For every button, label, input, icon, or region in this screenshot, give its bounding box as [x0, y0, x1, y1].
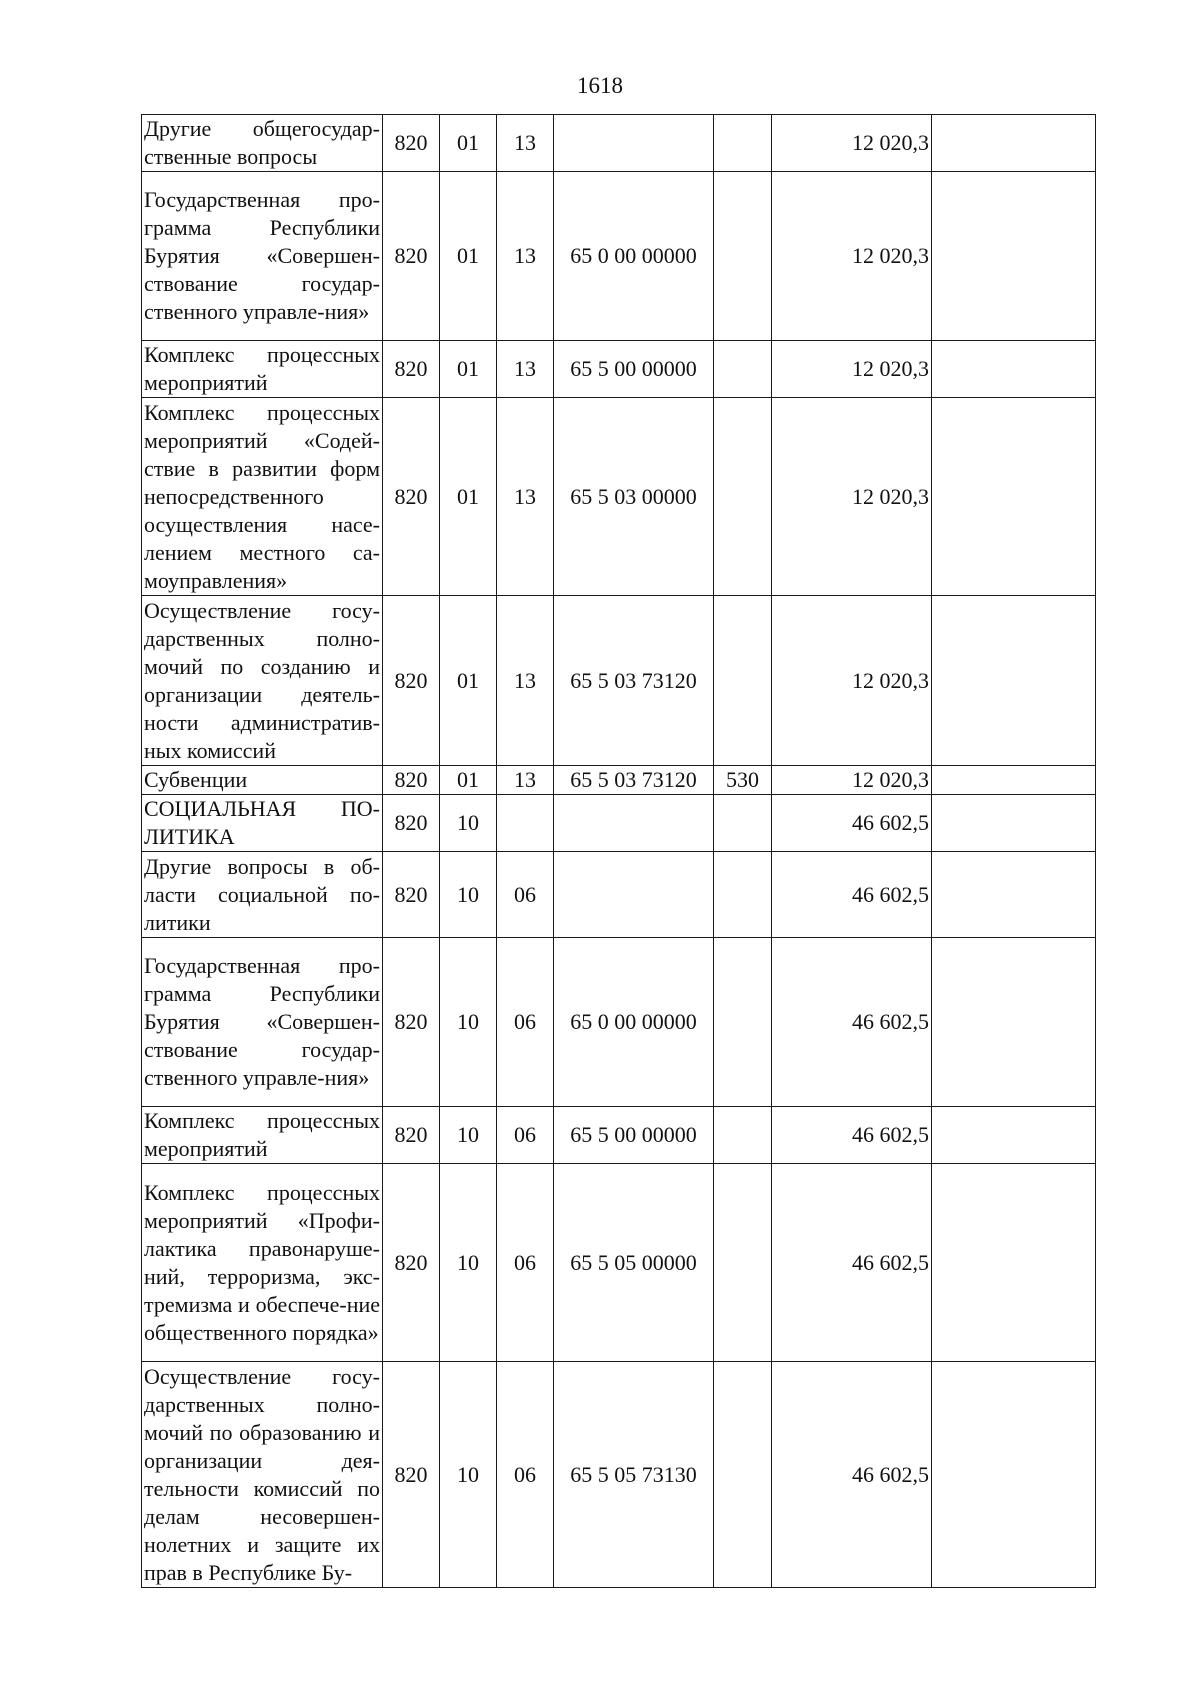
subsection-code-cell: 06: [497, 1362, 554, 1588]
section-code-cell: 01: [440, 341, 497, 398]
amount-cell: 12 020,3: [772, 172, 932, 341]
item-name-cell: Комплекс процессных мероприятий «Содей-ствие в развитии форм непосредственного осуществления насе-лением местного са-моуправления»: [142, 398, 383, 596]
item-name-cell: Государственная про-грамма Республики Бурятия «Совершен-ствование государ-ственного управле-ния»: [142, 172, 383, 341]
administrator-code-cell: 820: [383, 172, 440, 341]
extra-cell: [932, 398, 1096, 596]
extra-cell: [932, 852, 1096, 938]
item-name-cell: Комплекс процессных мероприятий «Профи-лактика правонаруше-ний, терроризма, экс-тремизма и обеспече-ние общественного порядка»: [142, 1164, 383, 1362]
target-article-cell: [554, 852, 714, 938]
target-article-cell: 65 5 05 73130: [554, 1362, 714, 1588]
administrator-code-cell: 820: [383, 341, 440, 398]
table-body: [142, 115, 1096, 1588]
item-name-cell: Другие вопросы в об-ласти социальной по-литики: [142, 852, 383, 938]
expense-type-cell: [714, 938, 772, 1107]
section-code-cell: 10: [440, 1362, 497, 1588]
amount-cell: 46 602,5: [772, 1107, 932, 1164]
extra-cell: [932, 172, 1096, 341]
table-row: [142, 596, 1096, 766]
target-article-cell: [554, 115, 714, 172]
administrator-code-cell: 820: [383, 1362, 440, 1588]
table-row: [142, 1164, 1096, 1362]
table-row: [142, 172, 1096, 341]
table-row: [142, 1362, 1096, 1588]
expense-type-cell: 530: [714, 766, 772, 795]
section-code-cell: 01: [440, 115, 497, 172]
budget-table: [141, 114, 1096, 1588]
extra-cell: [932, 1107, 1096, 1164]
table-row: [142, 852, 1096, 938]
item-name-cell: Осуществление госу-дарственных полно-мочий по образованию и организации дея-тельности комиссий по делам несовершен-нолетних и защите их прав в Республике Бу-: [142, 1362, 383, 1588]
amount-cell: 12 020,3: [772, 596, 932, 766]
extra-cell: [932, 115, 1096, 172]
administrator-code-cell: 820: [383, 115, 440, 172]
expense-type-cell: [714, 1362, 772, 1588]
table-row: [142, 795, 1096, 852]
administrator-code-cell: 820: [383, 795, 440, 852]
item-name-cell: Государственная про-грамма Республики Бурятия «Совершен-ствование государ-ственного управле-ния»: [142, 938, 383, 1107]
expense-type-cell: [714, 1107, 772, 1164]
extra-cell: [932, 766, 1096, 795]
administrator-code-cell: 820: [383, 766, 440, 795]
target-article-cell: 65 0 00 00000: [554, 172, 714, 341]
expense-type-cell: [714, 172, 772, 341]
subsection-code-cell: 06: [497, 1164, 554, 1362]
item-name-cell: Субвенции: [142, 766, 383, 795]
section-code-cell: 01: [440, 766, 497, 795]
extra-cell: [932, 1362, 1096, 1588]
section-code-cell: 10: [440, 1107, 497, 1164]
target-article-cell: 65 5 03 73120: [554, 596, 714, 766]
extra-cell: [932, 596, 1096, 766]
table-row: [142, 398, 1096, 596]
administrator-code-cell: 820: [383, 1164, 440, 1362]
section-code-cell: 10: [440, 795, 497, 852]
expense-type-cell: [714, 1164, 772, 1362]
administrator-code-cell: 820: [383, 852, 440, 938]
table-row: [142, 115, 1096, 172]
expense-type-cell: [714, 596, 772, 766]
administrator-code-cell: 820: [383, 398, 440, 596]
subsection-code-cell: [497, 795, 554, 852]
table-row: [142, 766, 1096, 795]
target-article-cell: 65 5 00 00000: [554, 341, 714, 398]
amount-cell: 12 020,3: [772, 341, 932, 398]
subsection-code-cell: 13: [497, 398, 554, 596]
amount-cell: 46 602,5: [772, 1164, 932, 1362]
subsection-code-cell: 06: [497, 938, 554, 1107]
subsection-code-cell: 06: [497, 852, 554, 938]
section-code-cell: 01: [440, 172, 497, 341]
amount-cell: 12 020,3: [772, 398, 932, 596]
extra-cell: [932, 938, 1096, 1107]
amount-cell: 46 602,5: [772, 1362, 932, 1588]
table-row: [142, 938, 1096, 1107]
administrator-code-cell: 820: [383, 938, 440, 1107]
item-name-cell: Комплекс процессных мероприятий: [142, 1107, 383, 1164]
amount-cell: 46 602,5: [772, 852, 932, 938]
subsection-code-cell: 06: [497, 1107, 554, 1164]
administrator-code-cell: 820: [383, 1107, 440, 1164]
section-code-cell: 01: [440, 596, 497, 766]
subsection-code-cell: 13: [497, 766, 554, 795]
item-name-cell: СОЦИАЛЬНАЯ ПО-ЛИТИКА: [142, 795, 383, 852]
administrator-code-cell: 820: [383, 596, 440, 766]
item-name-cell: Осуществление госу-дарственных полно-мочий по созданию и организации деятель-ности административ-ных комиссий: [142, 596, 383, 766]
target-article-cell: 65 5 00 00000: [554, 1107, 714, 1164]
subsection-code-cell: 13: [497, 172, 554, 341]
section-code-cell: 10: [440, 852, 497, 938]
section-code-cell: 10: [440, 1164, 497, 1362]
amount-cell: 12 020,3: [772, 766, 932, 795]
extra-cell: [932, 341, 1096, 398]
expense-type-cell: [714, 115, 772, 172]
section-code-cell: 01: [440, 398, 497, 596]
expense-type-cell: [714, 341, 772, 398]
target-article-cell: [554, 795, 714, 852]
expense-type-cell: [714, 795, 772, 852]
section-code-cell: 10: [440, 938, 497, 1107]
page-number: 1618: [577, 73, 623, 98]
item-name-cell: Другие общегосудар-ственные вопросы: [142, 115, 383, 172]
table-row: [142, 341, 1096, 398]
item-name-cell: Комплекс процессных мероприятий: [142, 341, 383, 398]
table-row: [142, 1107, 1096, 1164]
subsection-code-cell: 13: [497, 596, 554, 766]
target-article-cell: 65 0 00 00000: [554, 938, 714, 1107]
extra-cell: [932, 795, 1096, 852]
subsection-code-cell: 13: [497, 341, 554, 398]
target-article-cell: 65 5 03 00000: [554, 398, 714, 596]
target-article-cell: 65 5 05 00000: [554, 1164, 714, 1362]
extra-cell: [932, 1164, 1096, 1362]
amount-cell: 46 602,5: [772, 938, 932, 1107]
expense-type-cell: [714, 398, 772, 596]
expense-type-cell: [714, 852, 772, 938]
amount-cell: 46 602,5: [772, 795, 932, 852]
subsection-code-cell: 13: [497, 115, 554, 172]
amount-cell: 12 020,3: [772, 115, 932, 172]
target-article-cell: 65 5 03 73120: [554, 766, 714, 795]
